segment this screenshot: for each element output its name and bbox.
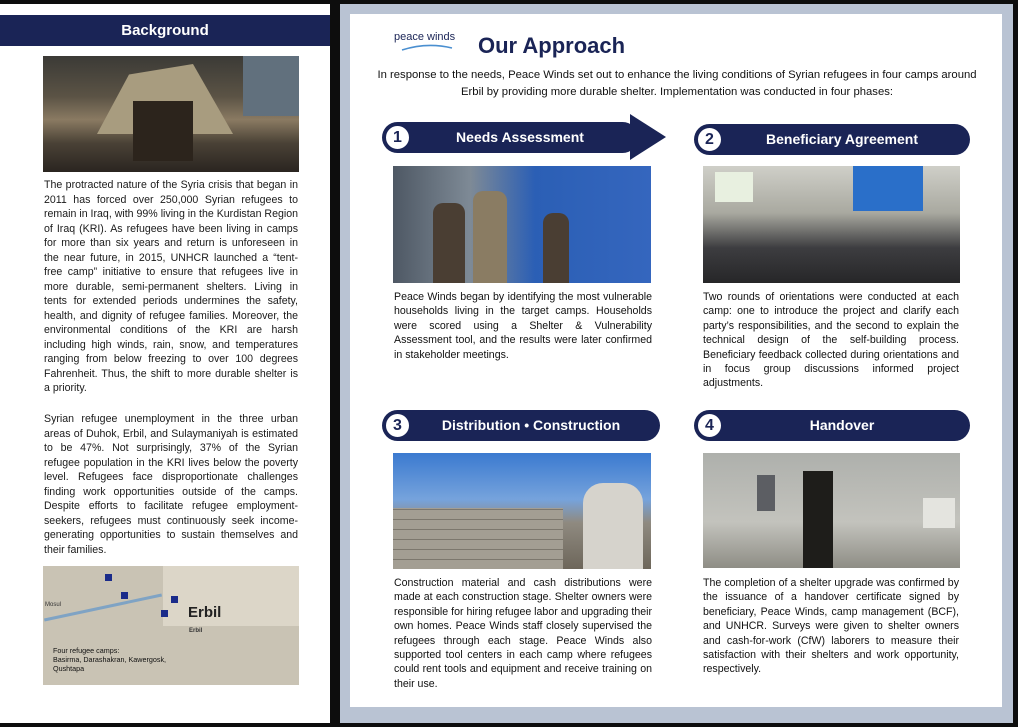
phase-1-header [382,122,638,153]
photo-person [433,203,465,283]
camp-marker [121,592,128,599]
photo-person [473,191,507,283]
camp-marker [161,610,168,617]
phase-4-text: The completion of a shelter upgrade was confirmed by the issuance of a handover certificate signed by beneficiary, Peace Winds, camp management (BCF), and UNHCR. Surveys were given to shelter owners and cash-for-work (CfW) laborers to measure their satisfaction with their shelters and work opportunity, respectively. [703,577,959,676]
phase-1-text: Peace Winds began by identifying the most vulnerable households living in the target camps. Households were scored using a Shelter & Vulnerability Assessment tool, and the results were later confirmed in stakeholder meetings. [394,291,652,361]
peace-winds-logo: peace winds [394,31,456,43]
background-paragraph-2: Syrian refugee unemployment in the three urban areas of Duhok, Erbil, and Sulaymaniyah is estimated to be 47%. Not surprisingly, 37% of the Syrian refugee population in the KRI lives below the poverty level. Refugees face disproportionate challenges finding work opportunities outside of the camps. Despite efforts to facilitate refugee employment-seekers, refugees must continuously seek income-generating opportunities to sustain themselves and their families. [44,413,298,556]
background-header: Background [0,15,330,46]
map-region [163,566,299,626]
concrete-blocks [393,508,563,569]
blue-curtain [853,166,923,211]
map-caption-line: Basirma, Darashakran, Kawergosk, [53,655,167,664]
staff-person [583,483,643,569]
phase-4-title: Handover [809,417,875,433]
handover-photo [703,453,960,568]
tent-photo [43,56,299,172]
map-city-erbil: Erbil [188,604,222,621]
phase-4-header [694,410,970,441]
tent-door [133,101,193,161]
map-river [44,594,162,622]
phase-3-header [382,410,660,441]
beneficiary-agreement-photo [703,166,960,283]
phase-3-title: Distribution • Construction [441,417,621,433]
camp-marker [105,574,112,581]
construction-photo [393,453,651,569]
tent-wall [243,56,299,116]
photo-person [543,213,569,283]
projection-screen [715,172,753,202]
air-conditioner [923,498,955,528]
phase-2-text: Two rounds of orientations were conducted at each camp: one to introduce the project and clarify each party’s responsibilities, and the second to explain the technical design of the self-building process. Beneficiary feedback collected during orientations and in focus group discussions informed project adjustments. [703,291,959,390]
phase-2-title: Beneficiary Agreement [766,131,918,147]
phase-4-number: 4 [696,412,723,439]
phase-3-number: 3 [384,412,411,439]
shelter-window [757,475,775,511]
map-caption-line: Four refugee camps: [53,646,120,655]
map-caption [53,646,166,673]
phase-2-header [694,124,970,155]
intro-text: In response to the needs, Peace Winds set out to enhance the living conditions of Syrian refugees in four camps around Erbil by providing more durable shelter. Implementation was conducted in four phases: [377,69,977,98]
phase-2-number: 2 [696,126,723,153]
phase-1-title: Needs Assessment [456,129,584,145]
camp-marker [171,596,178,603]
phase-3-text: Construction material and cash distributions were made at each construction stage. Shelter owners were responsible for hiring refugee labor and upgrading their own homes. Peace Winds staff closely supervised the refugees through each stage. Peace Winds also supported tool centers in each camp where refugees could rent tools and equipment and receive training on their use. [394,577,652,690]
shelter-door [803,471,833,568]
phase-1-number: 1 [384,124,411,151]
camps-map [43,566,299,685]
needs-assessment-photo [393,166,651,283]
map-label-mosul: Mosul [45,602,62,608]
page-title: Our Approach [478,33,626,58]
map-caption-line: Qushtapa [53,664,85,673]
background-paragraph-1: The protracted nature of the Syria crisis that began in 2011 has forced over 250,000 Syrian refugees to remain in Iraq, with 99% living in the Kurdistan Region of Iraq (KRI). As refugees have been living in camps for more than six years and return is unforeseen in the near future, in 2015, UNHCR launched a “tent-free camp” initiative to ensure that refugees live in more durable, semi-permanent shelters. Living in tents for extended periods undermines the safety, health, and dignity of refugee families. Moreover, the environmental conditions of the KRI are harsh including high winds, rain, snow, and temperatures ranging from below freezing to over 100 degrees Fahrenheit. Thus, the shift to more durable shelter is a priority. [44,179,298,394]
logo-swoosh-icon [400,44,454,52]
map-label-erbil: Erbil [189,628,203,634]
